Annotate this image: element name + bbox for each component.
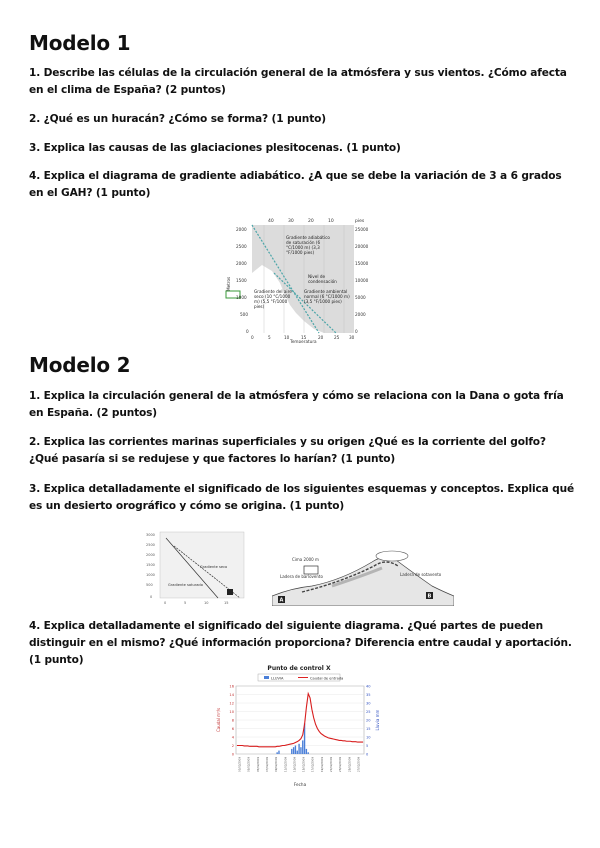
rain-bar (293, 747, 294, 754)
svg-text:500: 500 (146, 583, 153, 587)
y-right-tick: 10 (366, 735, 371, 740)
right-tick-3: 10000 (355, 278, 369, 283)
rain-bar (302, 740, 303, 754)
top-tick-3: 10 (328, 219, 334, 224)
rain-bar (291, 749, 292, 754)
y-right-tick: 20 (366, 718, 371, 723)
chart-title: Punto de control X (267, 665, 331, 672)
modelo1-title: Modelo 1 (29, 31, 131, 55)
orographic-scheme (272, 546, 454, 606)
svg-text:2000: 2000 (146, 553, 155, 557)
right-tick-5: 2000 (355, 312, 366, 317)
rain-bar (295, 746, 296, 755)
x-tick-label: 15/02/2009 (302, 757, 306, 772)
modelo2-question-2: 2. Explica las corrientes marinas superficiales y su origen ¿Qué es la corriente del golfo? ¿Qué pasaría si se redujese y que factores lo harían? (1 punto) (29, 436, 546, 465)
y-right-tick: 30 (366, 701, 371, 706)
y-left-tick: 14 (229, 692, 234, 697)
cloud-shape (376, 551, 408, 561)
left-tick-6: 0 (246, 329, 249, 334)
bottom-tick-3: 15 (301, 335, 307, 340)
saturated-gradient-label: Gradiente saturado (168, 583, 203, 587)
x-axis-label: Temperatura (290, 339, 317, 343)
left-tick-5: 500 (240, 312, 248, 317)
legend-flow: Caudal de entrada (310, 676, 344, 681)
y-right-tick: 15 (366, 726, 371, 731)
top-unit: pies (355, 219, 365, 224)
left-tick-4: 1000 (236, 295, 247, 300)
bottom-tick-5: 25 (334, 335, 340, 340)
x-tick-label: 21/02/2009 (330, 757, 333, 772)
svg-text:1500: 1500 (146, 563, 155, 567)
scheme-marker (227, 589, 233, 595)
altitude-box (304, 566, 318, 574)
modelo1-question-1: 1. Describe las células de la circulación general de la atmósfera y sus vientos. ¿Cómo afecta en el clima de España? (2 puntos) (29, 67, 567, 96)
y-right-tick: 35 (366, 692, 371, 697)
rain-bar (300, 747, 301, 754)
svg-text:5: 5 (184, 601, 187, 605)
svg-text:0: 0 (164, 601, 167, 605)
windward-label: Ladera de barlovento (280, 574, 323, 579)
y-left-tick: 4 (231, 735, 234, 740)
x-tick-label: 23/02/2009 (339, 757, 343, 772)
rain-bar (308, 752, 309, 754)
bottom-tick-6: 30 (349, 335, 355, 340)
right-tick-2: 15000 (355, 261, 369, 266)
label-condensation-level: Nivel de condensación (308, 274, 337, 284)
x-tick-label: 27/02/2009 (357, 757, 361, 772)
x-tick-label: 13/02/2009 (293, 757, 297, 772)
svg-text:2500: 2500 (146, 543, 155, 547)
left-tick-2: 2000 (236, 261, 247, 266)
modelo2-question-3: 3. Explica detalladamente el significado de los siguientes esquemas y conceptos. Explica qué es un desierto orográfico y cómo se origina. (1 punto) (29, 483, 575, 512)
adiabatic-gradient-figure (224, 213, 374, 343)
label-dry-gradient: Gradiente del aire seco (10 °C/1000 m) (5,5 °F/1000 pies) (254, 289, 292, 309)
right-tick-0: 25000 (355, 227, 369, 232)
lapse-rate-scheme (144, 528, 256, 606)
x-tick-label: 19/02/2009 (320, 757, 324, 772)
leeward-label: Ladera de sotavento (400, 572, 442, 577)
rain-bar (297, 751, 298, 754)
modelo2-question-1: 1. Explica la circulación general de la atmósfera y cómo se relaciona con la Dana o gota fría en España. (2 puntos) (29, 390, 564, 419)
bottom-tick-4: 20 (318, 335, 324, 340)
svg-text:15: 15 (224, 601, 229, 605)
x-tick-label: 01/02/2009 (238, 757, 242, 772)
svg-text:3000: 3000 (146, 533, 155, 537)
y-axis-label: Metros (226, 276, 231, 291)
y-left-tick: 6 (231, 726, 234, 731)
rain-bar (306, 749, 307, 754)
y-left-tick: 12 (229, 701, 234, 706)
left-tick-0: 2000 (236, 227, 247, 232)
marker-b: B (427, 593, 432, 600)
x-tick-label: 25/02/2009 (348, 757, 352, 772)
x-tick-label: 11/02/2009 (284, 757, 288, 772)
label-environmental-gradient: Gradiente ambiental normal (6 °C/1000 m) (3,5 °F/1000 pies) (304, 289, 350, 304)
y-right-label: Lluvia mm (375, 709, 380, 731)
top-tick-0: 40 (268, 219, 274, 224)
svg-text:1000: 1000 (146, 573, 155, 577)
svg-text:0: 0 (150, 595, 153, 599)
legend-rain: LLUVIA (271, 676, 284, 681)
bottom-tick-1: 5 (268, 335, 271, 340)
y-right-tick: 0 (366, 752, 369, 757)
x-tick-label: 03/02/2009 (247, 757, 251, 772)
hydrograph-chart (214, 662, 384, 790)
y-right-tick: 40 (366, 684, 371, 689)
rain-bar (298, 744, 299, 754)
left-tick-1: 2500 (236, 244, 247, 249)
top-tick-1: 30 (288, 219, 294, 224)
modelo2-question-4: 4. Explica detalladamente el significado del siguiente diagrama. ¿Qué partes de pueden distinguir en el mismo? ¿Qué información proporciona? Diferencia entre caudal y aportación. (1 punto) (29, 620, 572, 666)
label-saturated-gradient: Gradiente adiabático de saturación (6 °C/1000 m) (3,3 °F/1000 pies) (286, 235, 330, 255)
y-left-tick: 0 (231, 752, 234, 757)
x-axis-label: Fecha (293, 782, 307, 787)
left-tick-3: 1500 (236, 278, 247, 283)
y-left-tick: 10 (229, 709, 234, 714)
modelo1-question-3: 3. Explica las causas de las glaciaciones plesitocenas. (1 punto) (29, 142, 401, 154)
right-tick-6: 0 (355, 329, 358, 334)
modelo1-question-2: 2. ¿Qué es un huracán? ¿Cómo se forma? (1 punto) (29, 113, 326, 125)
right-tick-1: 20000 (355, 244, 369, 249)
marker-a: A (279, 597, 284, 604)
y-left-tick: 8 (231, 718, 234, 723)
rain-bar (276, 752, 277, 754)
right-tick-4: 5000 (355, 295, 366, 300)
y-right-tick: 25 (366, 709, 371, 714)
x-tick-label: 07/02/2009 (266, 757, 269, 772)
modelo1-question-4: 4. Explica el diagrama de gradiente adiabático. ¿A que se debe la variación de 3 a 6 grados en el GAH? (1 punto) (29, 170, 562, 199)
bottom-tick-0: 0 (251, 335, 254, 340)
x-tick-label: 05/02/2009 (256, 757, 260, 772)
svg-text:10: 10 (204, 601, 209, 605)
bottom-tick-2: 10 (284, 335, 290, 340)
dry-gradient-label: Gradiente seco (200, 565, 228, 569)
y-left-label: Caudal m³/s (216, 707, 221, 733)
y-left-tick: 2 (231, 743, 234, 748)
summit-label: Cima 2000 m (292, 557, 319, 562)
x-tick-label: 09/02/2009 (275, 757, 279, 772)
x-tick-label: 17/02/2009 (311, 757, 315, 772)
modelo2-title: Modelo 2 (29, 353, 131, 377)
y-left-tick: 16 (229, 684, 234, 689)
top-tick-2: 20 (308, 219, 314, 224)
rain-bar (278, 751, 279, 754)
y-right-tick: 5 (366, 743, 369, 748)
